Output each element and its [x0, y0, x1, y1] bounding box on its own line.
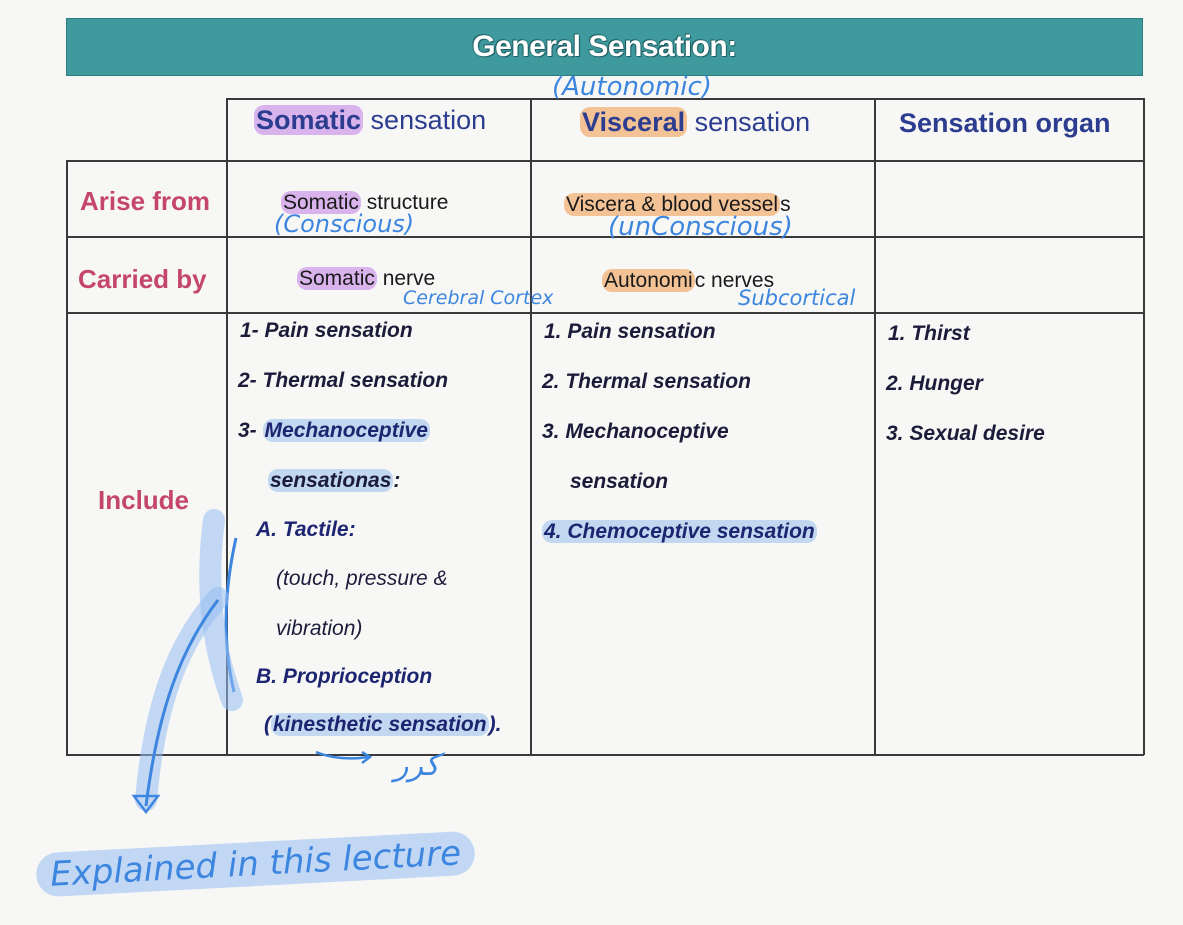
somatic-item-tactile: A. Tactile: [256, 518, 356, 541]
grid-line [530, 98, 532, 755]
handwritten-subcortical: Subcortical [738, 286, 856, 310]
arrow-head-icon [134, 796, 158, 812]
somatic-item-proprioception: B. Proprioception [256, 665, 433, 688]
grid-line [874, 98, 876, 755]
grid-line [66, 754, 1144, 756]
visceral-item-chemoceptive: 4. Chemoceptive sensation [544, 520, 815, 543]
somatic-item-kinesthetic: (kinesthetic sensation). [264, 713, 502, 736]
page-title: General Sensation: [472, 30, 737, 63]
visceral-item-thermal: 2. Thermal sensation [542, 370, 751, 393]
bracket-stroke [226, 538, 236, 692]
arrow-stroke [146, 600, 218, 806]
grid-line [66, 160, 68, 755]
organ-item-hunger: 2. Hunger [886, 372, 983, 395]
grid-line [1143, 98, 1145, 755]
header-visceral: Visceral sensation [582, 107, 811, 137]
arise-visceral: Viscera & blood vessels [566, 193, 791, 216]
grid-line [66, 236, 1144, 238]
handwritten-autonomic: (Autonomic) [552, 72, 712, 102]
somatic-item-mechanoceptive: 3- Mechanoceptive [238, 419, 428, 442]
grid-line [66, 160, 1144, 162]
grid-line [66, 312, 1144, 314]
row-label-include: Include [98, 485, 190, 515]
somatic-item-pain: 1- Pain sensation [240, 319, 413, 342]
header-sensation-organ: Sensation organ [899, 108, 1111, 138]
handwritten-unconscious: (unConscious) [608, 212, 793, 242]
highlight-stroke [146, 598, 218, 800]
title-banner [66, 18, 1143, 76]
handwritten-cerebral-cortex: Cerebral Cortex [403, 287, 554, 309]
somatic-item-thermal: 2- Thermal sensation [238, 369, 449, 392]
visceral-item-mechanoceptive: 3. Mechanoceptive [542, 420, 729, 443]
visceral-item-mechanoceptive-cont: sensation [570, 470, 669, 493]
handwritten-arabic-note: كرر [394, 748, 440, 783]
carried-somatic: Somatic nerve [299, 267, 436, 290]
carried-visceral: Autonomic nerves [604, 269, 775, 292]
highlight-stroke [210, 520, 232, 700]
somatic-item-mechanoceptive-cont: sensationas: [270, 469, 401, 492]
somatic-item-tactile-detail: (touch, pressure & [276, 567, 448, 590]
organ-item-sexual-desire: 3. Sexual desire [886, 422, 1045, 445]
visceral-item-pain: 1. Pain sensation [544, 320, 716, 343]
handwritten-conscious: (Conscious) [274, 210, 415, 238]
arise-somatic: Somatic structure [283, 191, 449, 214]
handwritten-explained-note: Explained in this lecture [35, 831, 476, 898]
organ-item-thirst: 1. Thirst [888, 322, 970, 345]
grid-line [226, 98, 228, 755]
header-somatic: Somatic sensation [256, 105, 487, 135]
row-label-carried: Carried by [78, 264, 207, 294]
row-label-arise: Arise from [80, 186, 211, 216]
somatic-item-tactile-detail: vibration) [276, 617, 363, 640]
